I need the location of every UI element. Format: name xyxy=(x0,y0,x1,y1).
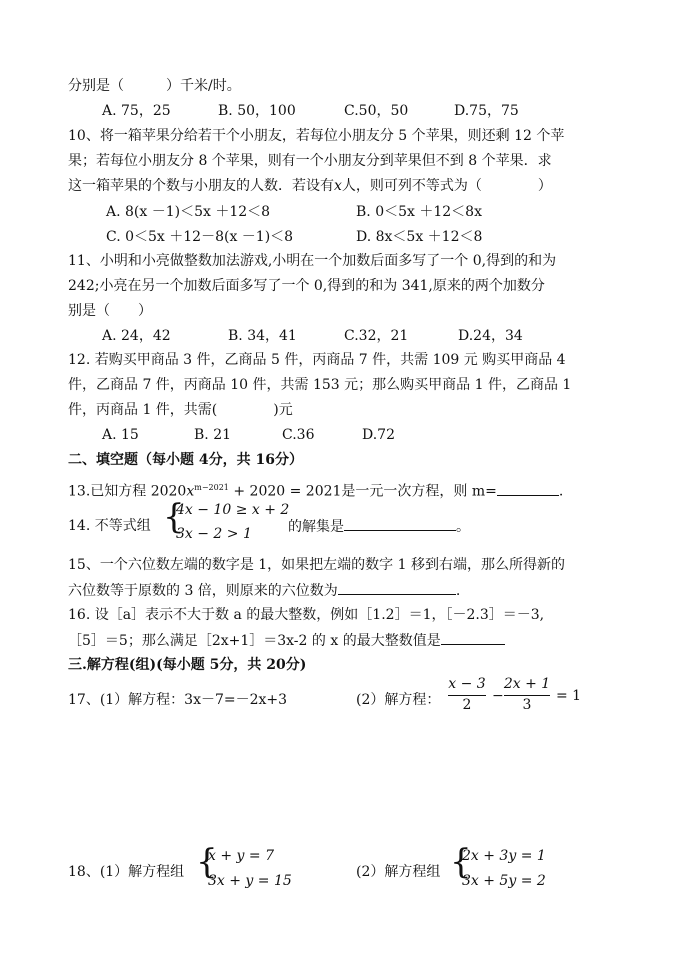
q15-line-2-text: 六位数等于原数的 3 倍，则原来的六位数为 xyxy=(68,583,338,599)
q17-frac-2-denominator: 3 xyxy=(522,697,532,713)
q17-frac-1-numerator: x − 3 xyxy=(448,676,486,692)
q11-line-3: 别是（ ） xyxy=(68,303,152,319)
q14-prefix: 14. 不等式组 xyxy=(68,518,151,534)
q18-part-2-eq-1: 2x + 3y = 1 xyxy=(462,848,546,864)
section-3-title: 三.解方程(组)(每小题 5分，共 20分) xyxy=(68,657,307,673)
q12-option-c: C.36 xyxy=(282,427,315,443)
q18-part-1-brace: { xyxy=(196,842,218,882)
q10-line-1: 10、将一箱苹果分给若干个小朋友，若每位小朋友分 5 个苹果，则还剩 12 个苹 xyxy=(68,128,565,144)
q11-option-a: A. 24，42 xyxy=(102,328,171,344)
q17-minus: − xyxy=(492,688,504,704)
q16-line-1: 16. 设［a］表示不大于数 a 的最大整数，例如［1.2］＝1，［－2.3］＝－3, xyxy=(68,607,545,623)
q10-line-3-text: 这一箱苹果的个数与小朋友的人数．若设有 xyxy=(68,178,334,194)
q15-end: . xyxy=(455,583,461,599)
q11-option-b: B. 34，41 xyxy=(228,328,297,344)
q9-option-a: A. 75，25 xyxy=(102,103,171,119)
q13-variable: x xyxy=(186,483,195,500)
q18-part-1-eq-2: 3x + y = 15 xyxy=(208,873,292,889)
q11-line-1: 11、小明和小亮做整数加法游戏,小明在一个加数后面多写了一个 0,得到的和为 xyxy=(68,253,557,269)
q14-answer-blank xyxy=(344,516,456,531)
q17-part-2-label: (2）解方程： xyxy=(356,692,441,708)
q11-option-c: C.32，21 xyxy=(344,328,409,344)
q17-part-1: 17、(1）解方程：3x－7=－2x+3 xyxy=(68,692,288,708)
q14-eq-2: 3x − 2 > 1 xyxy=(176,526,252,542)
q17-rhs: = 1 xyxy=(556,688,582,704)
q18-part-2-eq-2: 3x + 5y = 2 xyxy=(462,873,546,889)
q18-part-1-label: 18、(1）解方程组 xyxy=(68,864,185,880)
q14-brace: { xyxy=(163,497,185,537)
q10-variable: x xyxy=(334,178,342,194)
q10-option-a: A. 8(x －1)＜5x ＋12＜8 xyxy=(106,204,271,220)
q10-option-c: C. 0＜5x ＋12－8(x －1)＜8 xyxy=(106,229,294,245)
q16-line-2-text: ［5］＝5；那么满足［2x+1］＝3x-2 的 x 的最大整数值是 xyxy=(68,633,441,649)
q13-prefix: 13.已知方程 2020 xyxy=(68,483,187,500)
q9-option-c: C.50，50 xyxy=(344,103,409,119)
q17-frac-1-bar xyxy=(448,695,486,696)
q12-line-1: 12. 若购买甲商品 3 件，乙商品 5 件，丙商品 7 件，共需 109 元 购买甲商品 4 xyxy=(68,352,566,368)
q13-answer-blank xyxy=(497,481,559,496)
q12-line-2: 件，乙商品 7 件，丙商品 10 件，共需 153 元；那么购买甲商品 1 件，乙商品 1 xyxy=(68,377,572,393)
q12-option-b: B. 21 xyxy=(194,427,232,443)
q10-line-3 xyxy=(68,176,552,196)
q11-line-2: 242;小亮在另一个加数后面多写了一个 0,得到的和为 341,原来的两个加数分 xyxy=(68,278,545,294)
q10-option-d: D. 8x＜5x ＋12＜8 xyxy=(356,229,483,245)
q9-option-d: D.75，75 xyxy=(454,103,519,119)
q15-line-2 xyxy=(68,580,460,601)
q12-line-3: 件，丙商品 1 件，共需( )元 xyxy=(68,402,293,418)
q12-option-a: A. 15 xyxy=(102,427,139,443)
q13-exponent: m−2021 xyxy=(194,483,229,492)
q12-option-d: D.72 xyxy=(362,427,395,443)
q14-end: 。 xyxy=(456,519,470,535)
q10-line-2: 果；若每位小朋友分 8 个苹果，则有一个小朋友分到苹果但不到 8 个苹果．求 xyxy=(68,153,552,169)
q10-line-3-tail: 人，则可列不等式为（ ） xyxy=(341,178,552,194)
q17-frac-2-numerator: 2x + 1 xyxy=(503,676,551,692)
q13-line xyxy=(68,478,563,502)
q18-part-2-label: (2）解方程组 xyxy=(356,864,441,880)
q9-option-b: B. 50，100 xyxy=(218,103,296,119)
q14-eq-1: 4x − 10 ≥ x + 2 xyxy=(176,502,290,518)
q15-line-1: 15、一个六位数左端的数字是 1，如果把左端的数字 1 移到右端，那么所得新的 xyxy=(68,557,565,573)
q9-tail: 分别是（ ）千米/时。 xyxy=(68,78,241,94)
q14-tail xyxy=(288,516,470,537)
q16-line-2 xyxy=(68,630,505,651)
section-2-title: 二、填空题（每小题 4分，共 16分） xyxy=(68,452,303,468)
q11-option-d: D.24，34 xyxy=(458,328,523,344)
q17-frac-2-bar xyxy=(504,695,550,696)
q17-frac-1-denominator: 2 xyxy=(462,697,472,713)
q14-suffix: 的解集是 xyxy=(288,519,344,535)
q18-part-1-eq-1: x + y = 7 xyxy=(208,848,274,864)
q16-answer-blank xyxy=(441,630,505,645)
q10-option-b: B. 0＜5x ＋12＜8x xyxy=(356,204,482,220)
q18-part-2-brace: { xyxy=(450,842,472,882)
q13-rest: + 2020 = 2021是一元一次方程，则 m= xyxy=(228,483,497,500)
q13-end: . xyxy=(558,483,564,500)
q15-answer-blank xyxy=(338,580,456,595)
